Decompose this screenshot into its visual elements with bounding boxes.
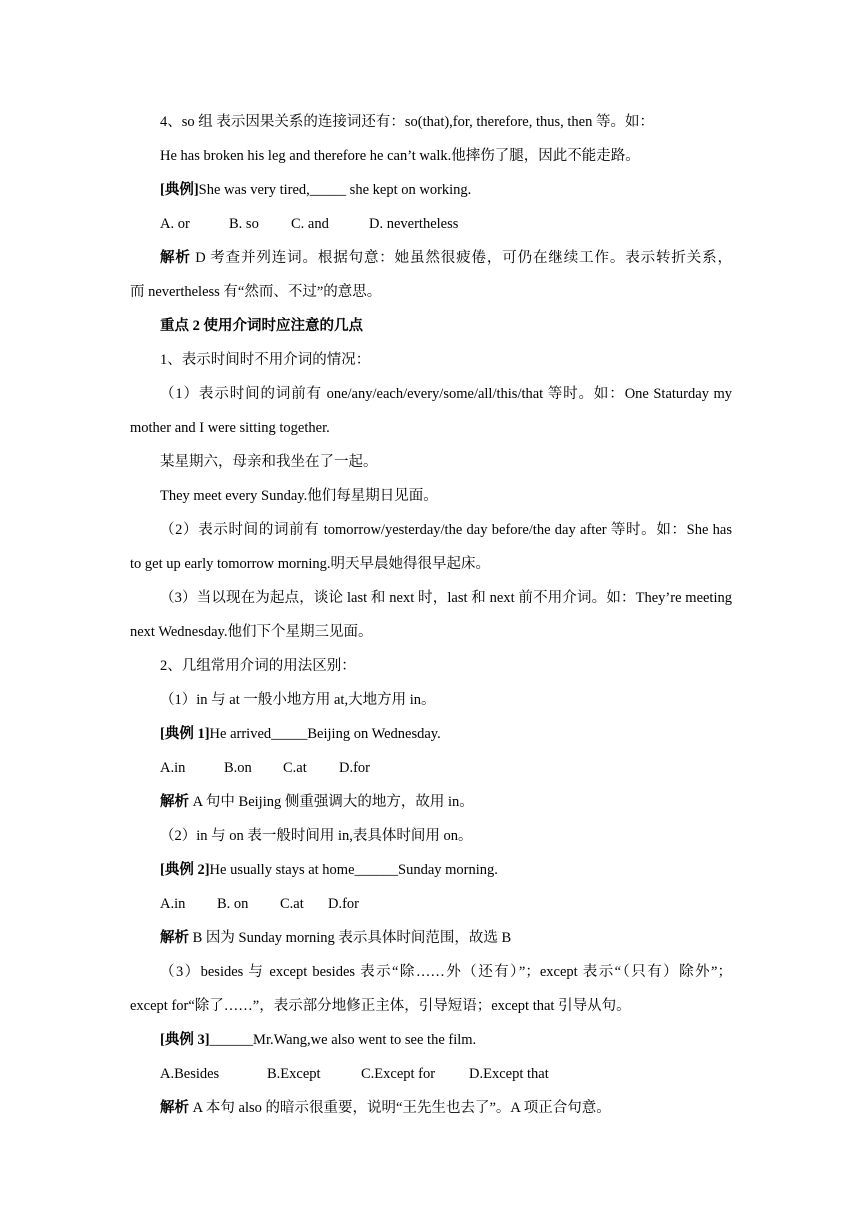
analysis-text: A 句中 Beijing 侧重强调大的地方，故用 in。 — [189, 794, 474, 810]
option-b: B.on — [224, 760, 252, 776]
example-3-analysis — [160, 1099, 732, 1117]
translation-1: 某星期六，母亲和我坐在了一起。 — [160, 454, 378, 470]
analysis-label: 解析 — [160, 930, 189, 946]
example-1-text: He arrived_____Beijing on Wednesday. — [209, 726, 441, 742]
analysis-continuation: 而 nevertheless 有“然而、不过”的意思。 — [130, 284, 382, 300]
example-sentence: He has broken his leg and therefore he can’t walk.他摔伤了腿，因此不能走路。 — [160, 148, 640, 164]
rule-1-continuation: mother and I were sitting together. — [130, 420, 330, 436]
example-text: She was very tired,_____ she kept on working. — [198, 182, 472, 198]
option-c: C. and — [291, 216, 329, 232]
example-2-text: He usually stays at home______Sunday morning. — [209, 862, 498, 878]
example-sunday: They meet every Sunday.他们每星期日见面。 — [160, 488, 438, 504]
option-d: D.for — [339, 760, 371, 776]
option-d: D.for — [328, 896, 360, 912]
answer-options — [160, 215, 732, 233]
option-b: B. on — [217, 896, 249, 912]
example-2-question — [160, 861, 732, 879]
example-3-text: ______Mr.Wang,we also went to see the film. — [209, 1032, 477, 1048]
analysis-text: D 考查并列连词。根据句意：她虽然很疲倦，可仍在继续工作。表示转折关系， — [190, 250, 732, 266]
analysis-label: 解析 — [160, 1100, 189, 1116]
option-c: C.Except for — [361, 1066, 436, 1082]
rule-3: （3）当以现在为起点，谈论 last 和 next 时，last 和 next 前不用介词。如：They’re meeting — [160, 590, 732, 606]
besides-except-rule: （3）besides 与 except besides 表示“除……外（还有）”；except 表示“（只有）除外”； — [160, 964, 732, 980]
in-on-rule: （2）in 与 on 表一般时间用 in,表具体时间用 on。 — [160, 828, 473, 844]
example-2-options — [160, 895, 732, 913]
option-a: A.in — [160, 760, 186, 776]
analysis-line — [160, 249, 732, 267]
example-label: [典例] — [160, 182, 199, 198]
analysis-text: A 本句 also 的暗示很重要，说明“王先生也去了”。A 项正合句意。 — [189, 1100, 611, 1116]
section-heading: 重点 2 使用介词时应注意的几点 — [160, 318, 363, 334]
example-2-label: [典例 2] — [160, 862, 210, 878]
option-d: D.Except that — [469, 1066, 549, 1082]
example-1-question — [160, 725, 732, 743]
rule-1: （1）表示时间的词前有 one/any/each/every/some/all/this/that 等时。如：One Staturday my — [160, 386, 732, 402]
analysis-label: 解析 — [160, 250, 191, 266]
analysis-label: 解析 — [160, 794, 189, 810]
option-a: A. or — [160, 216, 190, 232]
rule-2: （2）表示时间的词前有 tomorrow/yesterday/the day before/the day after 等时。如：She has — [160, 522, 732, 538]
option-a: A.in — [160, 896, 186, 912]
example-1-label: [典例 1] — [160, 726, 210, 742]
analysis-text: B 因为 Sunday morning 表示具体时间范围，故选 B — [189, 930, 512, 946]
example-3-label: [典例 3] — [160, 1032, 210, 1048]
example-3-options — [160, 1065, 732, 1083]
example-1-analysis — [160, 793, 732, 811]
rule-3-continuation: next Wednesday.他们下个星期三见面。 — [130, 624, 373, 640]
option-c: C.at — [283, 760, 307, 776]
subheading-1: 1、表示时间时不用介词的情况： — [160, 352, 371, 368]
rule-2-continuation: to get up early tomorrow morning.明天早晨她得很早起床。 — [130, 556, 491, 572]
example-2-analysis — [160, 929, 732, 947]
option-d: D. nevertheless — [369, 216, 459, 232]
in-at-rule: （1）in 与 at 一般小地方用 at,大地方用 in。 — [160, 692, 436, 708]
subheading-2: 2、几组常用介词的用法区别： — [160, 658, 356, 674]
paragraph-so-group: 4、so 组 表示因果关系的连接词还有：so(that),for, therefore, thus, then 等。如： — [160, 114, 654, 130]
option-a: A.Besides — [160, 1066, 220, 1082]
example-3-question — [160, 1031, 732, 1049]
option-c: C.at — [280, 896, 304, 912]
example-question — [160, 181, 732, 199]
besides-except-continuation: except for“除了……”，表示部分地修正主体，引导短语；except that 引导从句。 — [130, 998, 631, 1014]
example-1-options — [160, 759, 732, 777]
option-b: B. so — [229, 216, 259, 232]
option-b: B.Except — [267, 1066, 321, 1082]
